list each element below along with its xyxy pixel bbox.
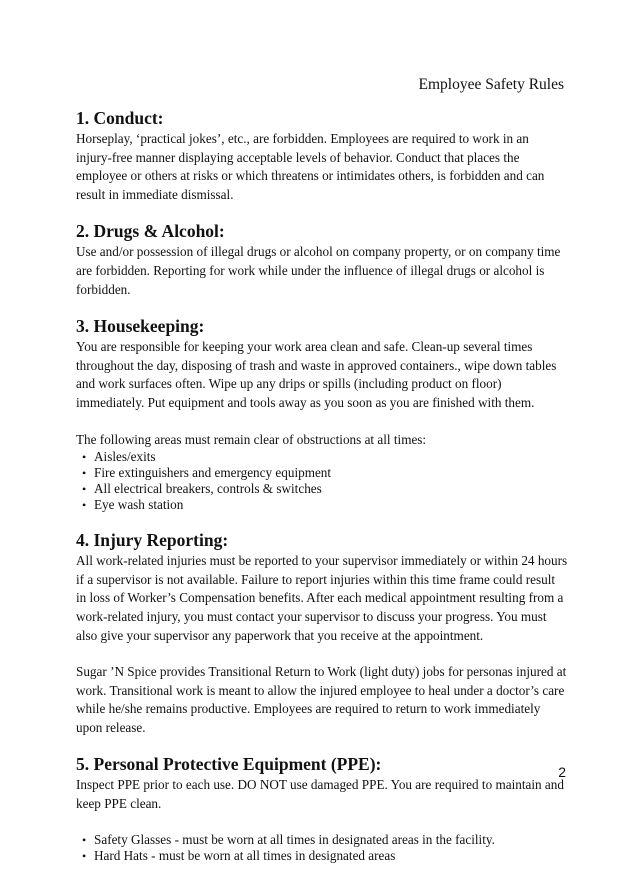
bullet-icon: •: [82, 832, 87, 847]
list-item: [76, 497, 568, 513]
section-heading: 3. Housekeeping:: [76, 316, 205, 337]
page-number: 2: [558, 764, 566, 780]
bullet-icon: •: [82, 466, 87, 481]
bullet-icon: •: [82, 450, 87, 465]
section-conduct: [76, 108, 568, 204]
document-header-title: Employee Safety Rules: [418, 76, 564, 93]
list-item: [76, 481, 568, 497]
section-heading: 1. Conduct:: [76, 108, 164, 128]
list-item-text: Safety Glasses - must be worn at all times in designated areas in the facility.: [94, 831, 495, 847]
bullet-list: [76, 449, 568, 513]
section-drugs-alcohol: [76, 221, 568, 299]
list-item: [76, 465, 568, 481]
section-paragraph: Sugar ’N Spice provides Transitional Return to Work (light duty) jobs for personas injured at work. Transitional work is meant to allow the injured employee to heal under a doctor’s care while he/she remains productive. Employees are required to return to work immediately upon release.: [76, 664, 567, 735]
list-item-text: Hard Hats - must be worn at all times in designated areas: [94, 847, 396, 863]
list-item-text: Aisles/exits: [94, 449, 156, 465]
section-heading: 4. Injury Reporting:: [76, 530, 229, 551]
section-housekeeping: [76, 316, 568, 513]
list-item: [76, 449, 568, 465]
list-item-text: All electrical breakers, controls & switches: [94, 481, 322, 497]
list-item: [76, 848, 568, 864]
document-body: [76, 108, 568, 881]
section-paragraph: Use and/or possession of illegal drugs or alcohol on company property, or on company time are forbidden. Reporting for work while under the influence of illegal drugs or alcohol is forbidden.: [76, 244, 561, 297]
section-paragraph: Horseplay, ‘practical jokes’, etc., are forbidden. Employees are required to work in an injury-free manner displaying acceptable levels of behavior. Conduct that places the employee or others at risks or which threatens or intimidates others, is forbidden and can result in immediate dismissal.: [76, 131, 545, 202]
list-item-text: Fire extinguishers and emergency equipment: [94, 465, 332, 481]
bullet-icon: •: [82, 482, 87, 497]
section-injury-reporting: [76, 530, 568, 737]
section-paragraph: You are responsible for keeping your work area clean and safe. Clean-up several times throughout the day, disposing of trash and waste in approved containers., wipe down tables and work surfaces often. Wipe up any drips or spills (including product on floor) immediately. Put equipment and tools away as you soon as you are finished with them.: [76, 339, 557, 410]
section-ppe: [76, 754, 568, 863]
section-paragraph: The following areas must remain clear of obstructions at all times:: [76, 431, 427, 447]
bullet-icon: •: [82, 848, 87, 863]
section-paragraph: All work-related injuries must be reported to your supervisor immediately or within 24 hours if a supervisor is not available. Failure to report injuries within this time frame could result in loss of Worker’s Compensation benefits. After each medical appointment resulting from a work-related injury, you must contact your supervisor to discuss your progress. You must also give your supervisor any paperwork that you receive at the appointment.: [76, 553, 568, 643]
list-item: [76, 832, 568, 848]
section-heading: 2. Drugs & Alcohol:: [76, 221, 225, 242]
bullet-list: [76, 832, 568, 864]
section-heading: 5. Personal Protective Equipment (PPE):: [76, 754, 382, 775]
bullet-icon: •: [82, 498, 87, 513]
section-paragraph: Inspect PPE prior to each use. DO NOT use damaged PPE. You are required to maintain and keep PPE clean.: [76, 777, 564, 812]
list-item-text: Eye wash station: [94, 497, 184, 513]
